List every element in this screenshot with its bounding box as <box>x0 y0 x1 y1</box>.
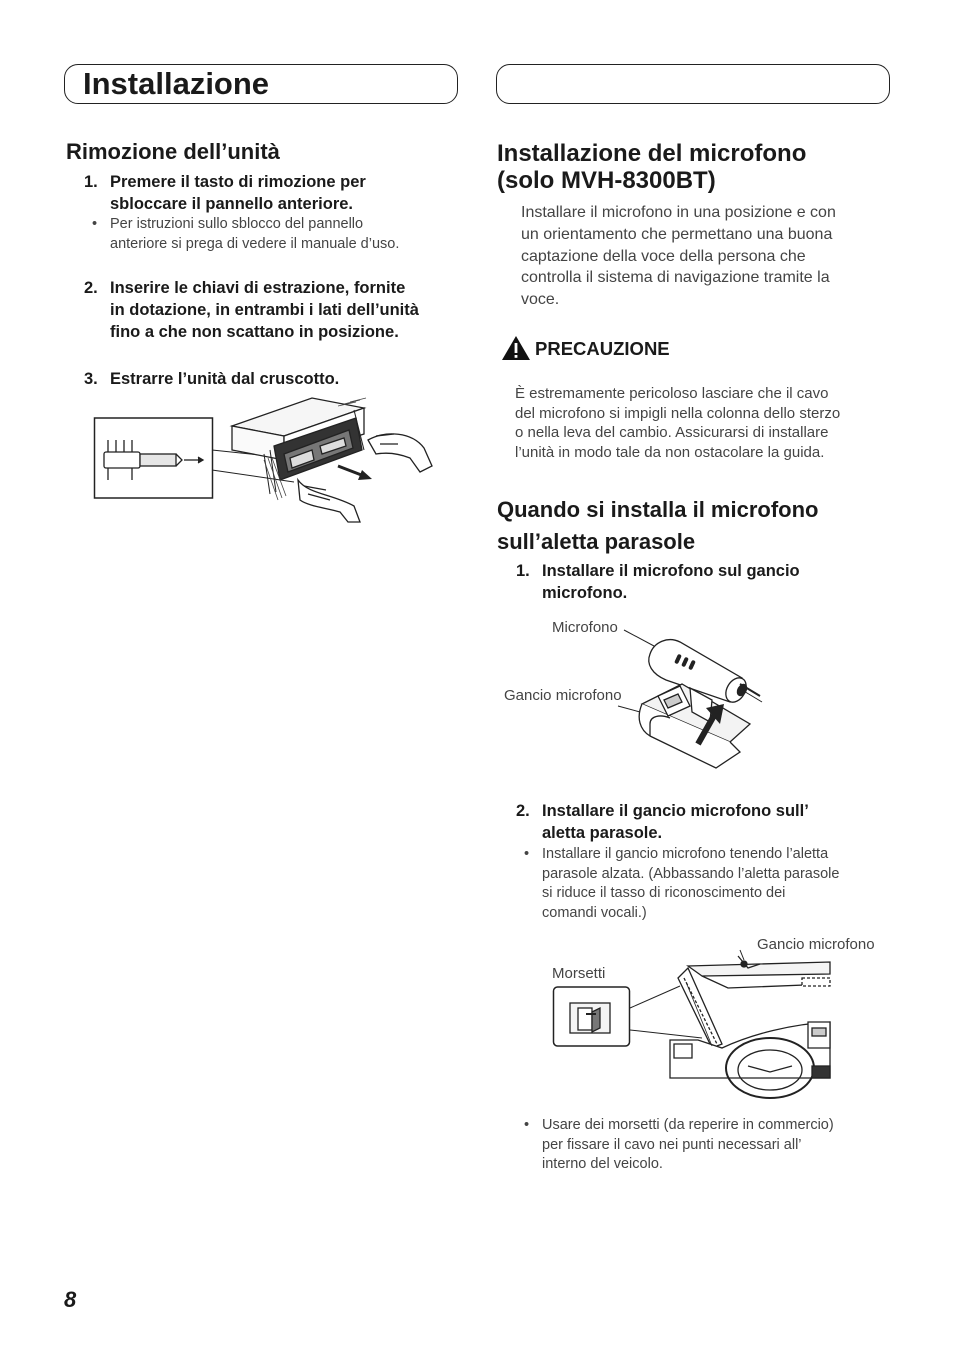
section-title-removal: Rimozione dell’unità <box>66 139 280 164</box>
step-number: 1. <box>516 562 530 580</box>
bullet: • <box>524 1117 530 1133</box>
left-step-1-note <box>92 215 462 255</box>
left-step-1 <box>84 171 464 215</box>
caution-line: l’unità in modo tale da non ostacolare la guida. <box>515 443 825 461</box>
step-text-line: fino a che non scattano in posizione. <box>110 323 399 341</box>
note-line: comandi vocali.) <box>542 904 647 921</box>
caution-text <box>515 384 895 462</box>
header-empty-box <box>496 64 890 104</box>
caution-line: o nella leva del cambio. Assicurarsi di installare <box>515 424 829 442</box>
right-step-1 <box>516 560 896 604</box>
step-text-line: Estrarre l’unità dal cruscotto. <box>110 370 340 388</box>
intro-line: Installare il microfono in una posizione e con <box>521 204 836 221</box>
step-text-line: aletta parasole. <box>542 824 663 842</box>
header-title-box <box>64 64 458 104</box>
caution-line: È estremamente pericoloso lasciare che il cavo <box>515 385 829 402</box>
warning-triangle-icon <box>501 335 531 361</box>
step-number: 1. <box>84 173 98 191</box>
step-text-line: Installare il microfono sul gancio <box>542 562 800 580</box>
note-line: si riduce il tasso di riconoscimento dei <box>542 885 786 901</box>
label-microphone: Microfono <box>552 619 618 636</box>
step-number: 2. <box>516 802 530 820</box>
note-line: Usare dei morsetti (da reperire in commercio) <box>542 1117 834 1133</box>
note-line: interno del veicolo. <box>542 1156 663 1172</box>
right-step-2-note <box>524 845 904 925</box>
step-number: 2. <box>84 279 98 297</box>
label-clamps: Morsetti <box>552 965 606 982</box>
label-microphone-hook: Gancio microfono <box>504 687 622 704</box>
caution-line: del microfono si impigli nella colonna dello sterzo <box>515 404 841 422</box>
microphone-intro <box>521 202 901 311</box>
page-number: 8 <box>64 1287 77 1312</box>
note-line: Per istruzioni sullo sblocco del pannello <box>110 216 364 232</box>
left-step-3 <box>84 368 464 390</box>
bullet: • <box>92 216 98 232</box>
subsection-title-line: sull’aletta parasole <box>497 529 696 554</box>
step-text-line: Installare il gancio microfono sull’ <box>542 802 809 820</box>
step-text-line: Inserire le chiavi di estrazione, fornite <box>110 279 406 297</box>
left-step-2 <box>84 277 464 343</box>
note-line: Installare il gancio microfono tenendo l’aletta <box>542 846 829 862</box>
note-line: anteriore si prega di vedere il manuale d’uso. <box>110 235 400 252</box>
step-text-line: microfono. <box>542 584 628 602</box>
subsection-title-sun-visor <box>497 494 897 558</box>
step-text-line: sbloccare il pannello anteriore. <box>110 195 353 213</box>
page-title: Installazione <box>83 66 270 101</box>
unit-removal-illustration <box>94 410 439 522</box>
section-title-line: (solo MVH-8300BT) <box>497 167 716 194</box>
final-note <box>524 1116 904 1176</box>
intro-line: un orientamento che permettano una buona <box>521 225 833 243</box>
note-line: parasole alzata. (Abbassando l’aletta parasole <box>542 865 840 882</box>
step-text-line: Premere il tasto di rimozione per <box>110 173 366 191</box>
step-number: 3. <box>84 370 98 388</box>
car-interior-illustration <box>552 948 832 1078</box>
microphone-hook-illustration <box>620 628 770 768</box>
right-step-2 <box>516 800 896 844</box>
note-line: per fissare il cavo nei punti necessari all’ <box>542 1136 802 1153</box>
section-title-line: Installazione del microfono <box>497 140 807 167</box>
step-text-line: in dotazione, in entrambi i lati dell’unità <box>110 301 419 319</box>
subsection-title-line: Quando si installa il microfono <box>497 497 819 522</box>
bullet: • <box>524 846 530 862</box>
intro-line: controlla il sistema di navigazione tramite la <box>521 269 830 287</box>
caution-label: PRECAUZIONE <box>535 338 670 359</box>
intro-line: voce. <box>521 291 560 309</box>
intro-line: captazione della voce della persona che <box>521 247 806 265</box>
label-microphone-hook-2: Gancio microfono <box>757 936 875 953</box>
section-title-microphone <box>497 140 897 194</box>
